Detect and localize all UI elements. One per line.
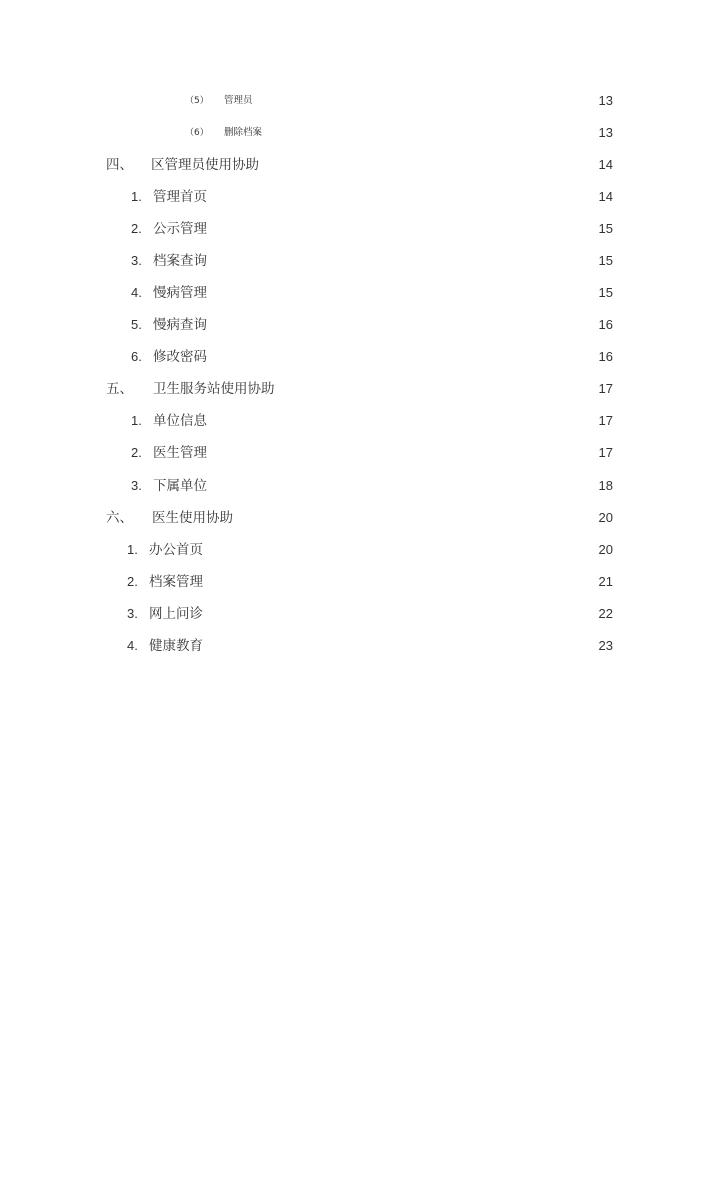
toc-entry[interactable] — [0, 315, 720, 335]
toc-section-page: 17 — [598, 381, 613, 396]
toc-section-page: 14 — [598, 157, 613, 172]
toc-entry-label: 健康教育 — [149, 638, 203, 654]
toc-entry-number: 3. — [131, 253, 142, 268]
toc-section-number: 四、 — [106, 157, 133, 173]
toc-entry-number: 3. — [127, 606, 138, 621]
toc-entry-number: 1. — [131, 413, 142, 428]
toc-entry-page: 15 — [598, 285, 613, 300]
toc-entry-number: （5） — [185, 96, 209, 106]
toc-entry-number: 2. — [127, 574, 138, 589]
toc-entry-number: 4. — [127, 638, 138, 653]
toc-entry-number: 2. — [131, 445, 142, 460]
toc-entry-label: 医生管理 — [153, 445, 207, 461]
toc-section-page: 20 — [598, 510, 613, 525]
toc-entry-number: 4. — [131, 285, 142, 300]
toc-entry-page: 16 — [598, 317, 613, 332]
toc-entry-label: 网上问诊 — [149, 606, 203, 622]
toc-entry[interactable] — [0, 219, 720, 239]
toc-entry[interactable] — [0, 604, 720, 624]
toc-entry-page: 17 — [598, 445, 613, 460]
toc-entry-label: 修改密码 — [153, 349, 207, 365]
toc-entry[interactable] — [0, 572, 720, 592]
toc-entry[interactable] — [0, 251, 720, 271]
toc-entry-label: 办公首页 — [149, 542, 203, 558]
toc-entry-number: 2. — [131, 221, 142, 236]
toc-entry-page: 14 — [598, 189, 613, 204]
toc-entry-number: 1. — [131, 189, 142, 204]
toc-entry-label: 删除档案 — [224, 127, 263, 138]
toc-entry[interactable] — [0, 187, 720, 207]
toc-entry[interactable] — [0, 411, 720, 431]
toc-entry-page: 23 — [598, 638, 613, 653]
toc-entry[interactable] — [0, 636, 720, 656]
toc-section[interactable] — [0, 379, 720, 399]
toc-entry-label: 档案查询 — [153, 253, 207, 269]
toc-entry-page: 16 — [598, 349, 613, 364]
toc-entry[interactable] — [0, 347, 720, 367]
toc-entry-number: 1. — [127, 542, 138, 557]
toc-entry-page: 21 — [598, 574, 613, 589]
toc-entry-page: 22 — [598, 606, 613, 621]
toc-entry-number: （6） — [185, 128, 209, 138]
toc-section-number: 五、 — [106, 381, 133, 397]
toc-entry-number: 5. — [131, 317, 142, 332]
toc-entry-page: 13 — [598, 125, 613, 140]
toc-section-label: 区管理员使用协助 — [151, 157, 259, 173]
toc-section[interactable] — [0, 508, 720, 528]
toc-entry-label: 管理首页 — [153, 189, 207, 205]
toc-entry-label: 档案管理 — [149, 574, 203, 590]
toc-entry-label: 公示管理 — [153, 221, 207, 237]
toc-entry-page: 17 — [598, 413, 613, 428]
toc-entry-page: 15 — [598, 221, 613, 236]
toc-entry[interactable] — [0, 91, 720, 111]
toc-section-number: 六、 — [106, 510, 133, 526]
toc-entry[interactable] — [0, 123, 720, 143]
toc-entry-page: 13 — [598, 93, 613, 108]
toc-entry[interactable] — [0, 283, 720, 303]
toc-entry[interactable] — [0, 443, 720, 463]
toc-entry-label: 管理员 — [224, 95, 253, 106]
toc-entry-label: 慢病查询 — [153, 317, 207, 333]
toc-entry-page: 18 — [598, 478, 613, 493]
toc-entry[interactable] — [0, 476, 720, 496]
toc-entry-label: 下属单位 — [153, 478, 207, 494]
toc-entry[interactable] — [0, 540, 720, 560]
toc-entry-label: 慢病管理 — [153, 285, 207, 301]
toc-entry-number: 3. — [131, 478, 142, 493]
toc-section-label: 医生使用协助 — [152, 510, 233, 526]
toc-entry-page: 15 — [598, 253, 613, 268]
toc-entry-page: 20 — [598, 542, 613, 557]
toc-entry-number: 6. — [131, 349, 142, 364]
toc-entry-label: 单位信息 — [153, 413, 207, 429]
toc-section[interactable] — [0, 155, 720, 175]
toc-section-label: 卫生服务站使用协助 — [153, 381, 275, 397]
